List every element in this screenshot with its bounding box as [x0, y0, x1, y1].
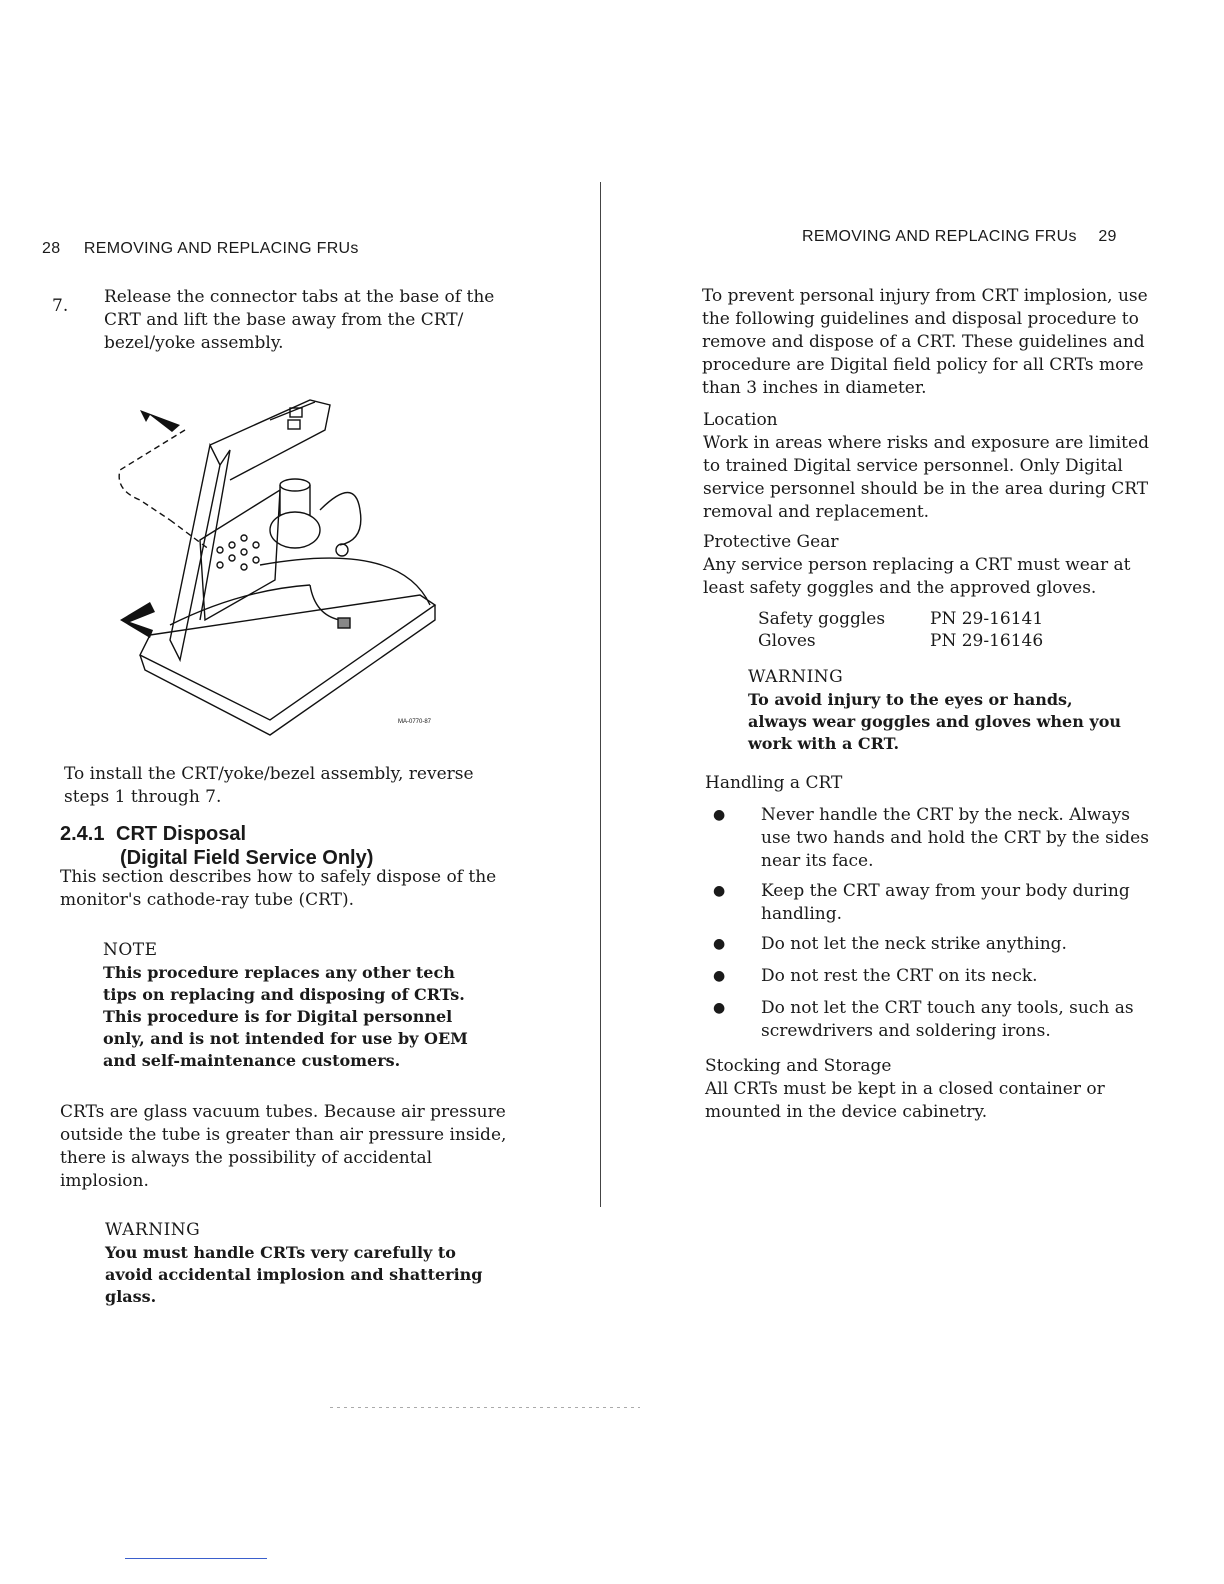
handling-heading: Handling a CRT	[705, 773, 843, 793]
step-number: 7.	[52, 296, 69, 316]
part-number: PN 29-16146	[930, 631, 1044, 651]
bullet-line: near its face.	[761, 851, 874, 871]
parts-row-goggles	[758, 609, 885, 629]
note-line: tips on replacing and disposing of CRTs.	[103, 985, 465, 1004]
left-warning-block	[105, 1220, 482, 1308]
step-line: CRT and lift the base away from the CRT/	[104, 310, 464, 330]
location-section	[703, 409, 1149, 524]
protective-gear-section	[703, 531, 1130, 600]
step-line: Release the connector tabs at the base of the	[104, 287, 495, 307]
location-line: to trained Digital service personnel. Only Digital	[703, 456, 1123, 476]
page-divider	[600, 182, 601, 1207]
intro-line: monitor's cathode-ray tube (CRT).	[60, 890, 355, 910]
bullet-icon: ●	[713, 936, 726, 952]
figure-code: MA-0770-87	[398, 719, 432, 725]
vacuum-line: outside the tube is greater than air pressure inside,	[60, 1125, 507, 1145]
protective-gear-line: least safety goggles and the approved gloves.	[703, 578, 1097, 598]
part-number-goggles	[930, 609, 1043, 629]
storage-section	[705, 1055, 1105, 1124]
warning-line: To avoid injury to the eyes or hands,	[748, 690, 1073, 709]
location-line: removal and replacement.	[703, 502, 930, 522]
intro-line: procedure are Digital field policy for all CRTs more	[702, 355, 1144, 375]
install-line: steps 1 through 7.	[64, 787, 222, 807]
section-number: 2.4.1	[60, 823, 105, 845]
bullet-icon: ●	[713, 807, 726, 823]
note-block	[103, 940, 468, 1072]
warning-line: work with a CRT.	[748, 734, 900, 753]
part-number: PN 29-16141	[930, 609, 1044, 629]
left-header-title: REMOVING AND REPLACING FRUs	[83, 240, 359, 257]
right-warning-block	[748, 667, 1121, 755]
note-line: This procedure replaces any other tech	[103, 963, 455, 982]
parts-row-gloves	[758, 631, 816, 651]
storage-line: All CRTs must be kept in a closed container or	[705, 1079, 1105, 1099]
bullet-icon: ●	[713, 883, 726, 899]
location-heading: Location	[703, 410, 778, 430]
right-warning-heading: WARNING	[748, 667, 844, 687]
vacuum-text	[60, 1101, 506, 1193]
warning-line: always wear goggles and gloves when you	[748, 712, 1121, 731]
right-header-title: REMOVING AND REPLACING FRUs	[802, 228, 1077, 245]
left-page-number: 28	[42, 240, 61, 257]
intro-line: than 3 inches in diameter.	[702, 378, 927, 398]
note-heading: NOTE	[103, 940, 158, 960]
step-line: bezel/yoke assembly.	[104, 333, 284, 353]
bullet-line: Do not let the CRT touch any tools, such as	[761, 998, 1134, 1018]
warning-line: avoid accidental implosion and shattering	[105, 1265, 483, 1284]
intro-line: remove and dispose of a CRT. These guidelines and	[702, 332, 1145, 352]
scan-artifact	[330, 1407, 640, 1408]
warning-line: glass.	[105, 1287, 157, 1306]
bullet-line: use two hands and hold the CRT by the sides	[761, 828, 1149, 848]
protective-gear-heading: Protective Gear	[703, 532, 839, 552]
right-page-header	[802, 228, 1117, 246]
bullet-icon: ●	[713, 968, 726, 984]
step-7-text	[104, 286, 494, 355]
note-line: and self-maintenance customers.	[103, 1051, 401, 1070]
crt-assembly-figure	[110, 390, 550, 740]
install-text	[64, 763, 474, 809]
bullet-line: handling.	[761, 904, 843, 924]
vacuum-line: implosion.	[60, 1171, 149, 1191]
section-title-line2: (Digital Field Service Only)	[120, 847, 374, 869]
bullet-icon: ●	[713, 1000, 726, 1016]
storage-heading: Stocking and Storage	[705, 1056, 892, 1076]
warning-line: You must handle CRTs very carefully to	[105, 1243, 456, 1262]
intro-line: To prevent personal injury from CRT implosion, use	[702, 286, 1148, 306]
part-name: Gloves	[758, 631, 816, 651]
install-line: To install the CRT/yoke/bezel assembly, reverse	[64, 764, 474, 784]
vacuum-line: there is always the possibility of accidental	[60, 1148, 433, 1168]
section-title-line1: CRT Disposal	[116, 823, 247, 845]
disposal-intro	[702, 285, 1148, 400]
left-warning-heading: WARNING	[105, 1220, 201, 1240]
vacuum-line: CRTs are glass vacuum tubes. Because air pressure	[60, 1102, 506, 1122]
crt-assembly-illustration	[110, 390, 550, 740]
scan-artifact	[125, 1558, 267, 1559]
storage-line: mounted in the device cabinetry.	[705, 1102, 988, 1122]
bullet-line: Keep the CRT away from your body during	[761, 881, 1130, 901]
left-page-header	[42, 240, 359, 258]
bullet-line: screwdrivers and soldering irons.	[761, 1021, 1051, 1041]
section-intro	[60, 866, 496, 912]
note-line: This procedure is for Digital personnel	[103, 1007, 453, 1026]
bullet-line: Do not rest the CRT on its neck.	[761, 966, 1038, 986]
intro-line: the following guidelines and disposal procedure to	[702, 309, 1139, 329]
part-number-gloves	[930, 631, 1043, 651]
protective-gear-line: Any service person replacing a CRT must wear at	[703, 555, 1131, 575]
bullet-line: Do not let the neck strike anything.	[761, 934, 1067, 954]
handling-bullet-list	[713, 804, 1193, 1044]
location-line: service personnel should be in the area during CRT	[703, 479, 1149, 499]
part-name: Safety goggles	[758, 609, 886, 629]
section-heading	[60, 822, 373, 870]
bullet-line: Never handle the CRT by the neck. Always	[761, 805, 1130, 825]
location-line: Work in areas where risks and exposure are limited	[703, 433, 1149, 453]
right-page-number: 29	[1098, 228, 1117, 245]
note-line: only, and is not intended for use by OEM	[103, 1029, 468, 1048]
intro-line: This section describes how to safely dispose of the	[60, 867, 497, 887]
